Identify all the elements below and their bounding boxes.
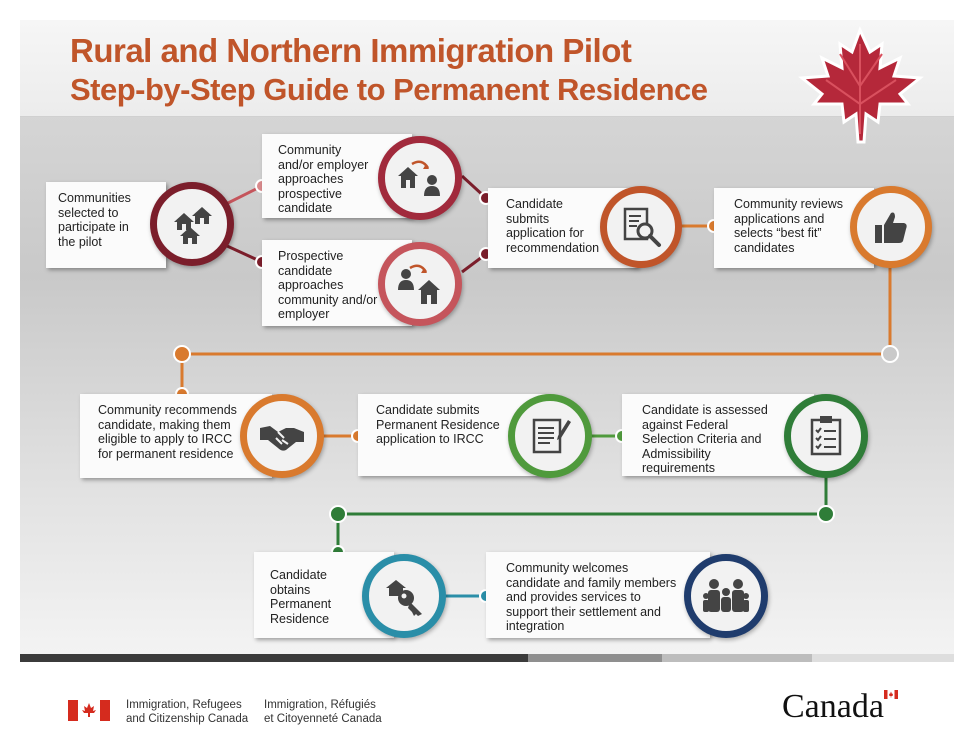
handshake-icon (258, 418, 306, 454)
step-card-community-welcomes (486, 552, 710, 638)
footer-bar-light (662, 654, 812, 662)
step-circle-2b (378, 242, 462, 326)
step-text: Candidate submits Permanent Residence application to IRCC (376, 403, 500, 446)
thumbs-up-icon (871, 207, 911, 247)
family-icon (702, 574, 750, 618)
department-french-line2: et Citoyenneté Canada (264, 713, 382, 725)
page-subtitle: Step-by-Step Guide to Permanent Residence (70, 72, 708, 107)
step-circle-4 (850, 186, 932, 268)
document-pen-icon (528, 414, 572, 458)
department-name-french (264, 698, 382, 726)
document-search-icon (619, 205, 663, 249)
step-text: Candidate is assessed against Federal Selection Criteria and Admissibility requirements (642, 403, 768, 475)
house-key-icon (382, 574, 426, 618)
checklist-icon (806, 414, 846, 458)
step-circle-1 (150, 182, 234, 266)
canada-wordmark: Canada (782, 688, 884, 725)
step-text: Prospective candidate approaches community and/or employer (278, 249, 378, 321)
step-text: Candidate obtains Permanent Residence (270, 568, 332, 626)
department-french-line1: Immigration, Réfugiés (264, 699, 376, 711)
step-circle-9 (684, 554, 768, 638)
step-text: Candidate submits application for recommendation (506, 197, 600, 255)
house-to-person-icon (396, 156, 444, 200)
step-text: Community reviews applications and selects “best fit” candidates (734, 197, 844, 255)
step-circle-2a (378, 136, 462, 220)
step-text: Communities selected to participate in the pilot (58, 191, 131, 249)
step-circle-5 (240, 394, 324, 478)
step-text: Community recommends candidate, making them eligible to apply to IRCC for permanent residence (98, 403, 237, 461)
department-english-line2: and Citizenship Canada (126, 713, 249, 725)
footer-bar-dark (20, 654, 528, 662)
footer-bar-lightest (812, 654, 954, 662)
canada-flag-icon (68, 700, 110, 721)
step-card-communities-selected (46, 182, 166, 268)
department-name-english (126, 698, 248, 726)
department-english-line1: Immigration, Refugees (126, 699, 242, 711)
step-circle-7 (784, 394, 868, 478)
footer-bar-mid (528, 654, 662, 662)
step-text: Community welcomes candidate and family members and provides services to support their settlement and integration (506, 561, 677, 633)
wordmark-flag-icon (884, 690, 898, 699)
person-to-house-icon (396, 262, 444, 306)
step-circle-8 (362, 554, 446, 638)
step-text: Community and/or employer approaches prospective candidate (278, 143, 369, 215)
page-title: Rural and Northern Immigration Pilot (70, 32, 632, 69)
houses-icon (170, 202, 214, 246)
step-circle-6 (508, 394, 592, 478)
step-circle-3 (600, 186, 682, 268)
